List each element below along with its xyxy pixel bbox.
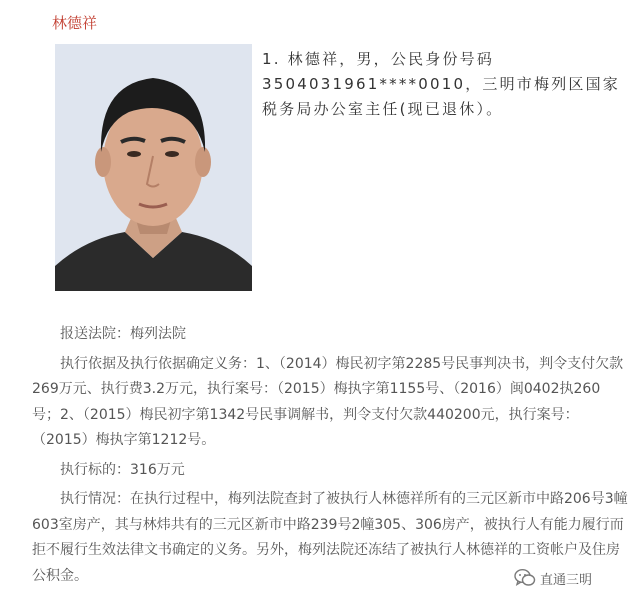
portrait-image [55, 44, 252, 291]
execution-basis: 执行依据及执行依据确定义务：1、（2014）梅民初字第2285号民事判决书，判令支付欠款269万元、执行费3.2万元，执行案号：（2015）梅执字第1155号、（2016）闽0402执260号；2、（2015）梅民初字第1342号民事调解书，判令支付欠款440200元，执行案号：（2015）梅执字第1212号。 [32, 355, 624, 448]
case-details [32, 322, 628, 589]
watermark [514, 568, 592, 588]
reporting-court: 报送法院：梅列法院 [60, 326, 186, 342]
execution-target: 执行标的：316万元 [60, 461, 185, 478]
person-photo [55, 44, 252, 291]
page-title: 林德祥 [52, 14, 98, 32]
wechat-icon [514, 568, 536, 588]
watermark-label: 直通三明 [540, 572, 593, 588]
execution-status: 执行情况：在执行过程中，梅列法院查封了被执行人林德祥所有的三元区新市中路206号3幢603室房产，其与林炜共有的三元区新市中路239号2幢305、306房产，被执行人有能力履行而拒不履行生效法律文书确定的义务。另外，梅列法院还冻结了被执行人林德祥的工资帐户及住房公积金。 [32, 491, 628, 584]
person-intro: 1. 林德祥，男，公民身份号码3504031961****0010，三明市梅列区国家税务局办公室主任(现已退休）。 [262, 50, 621, 118]
